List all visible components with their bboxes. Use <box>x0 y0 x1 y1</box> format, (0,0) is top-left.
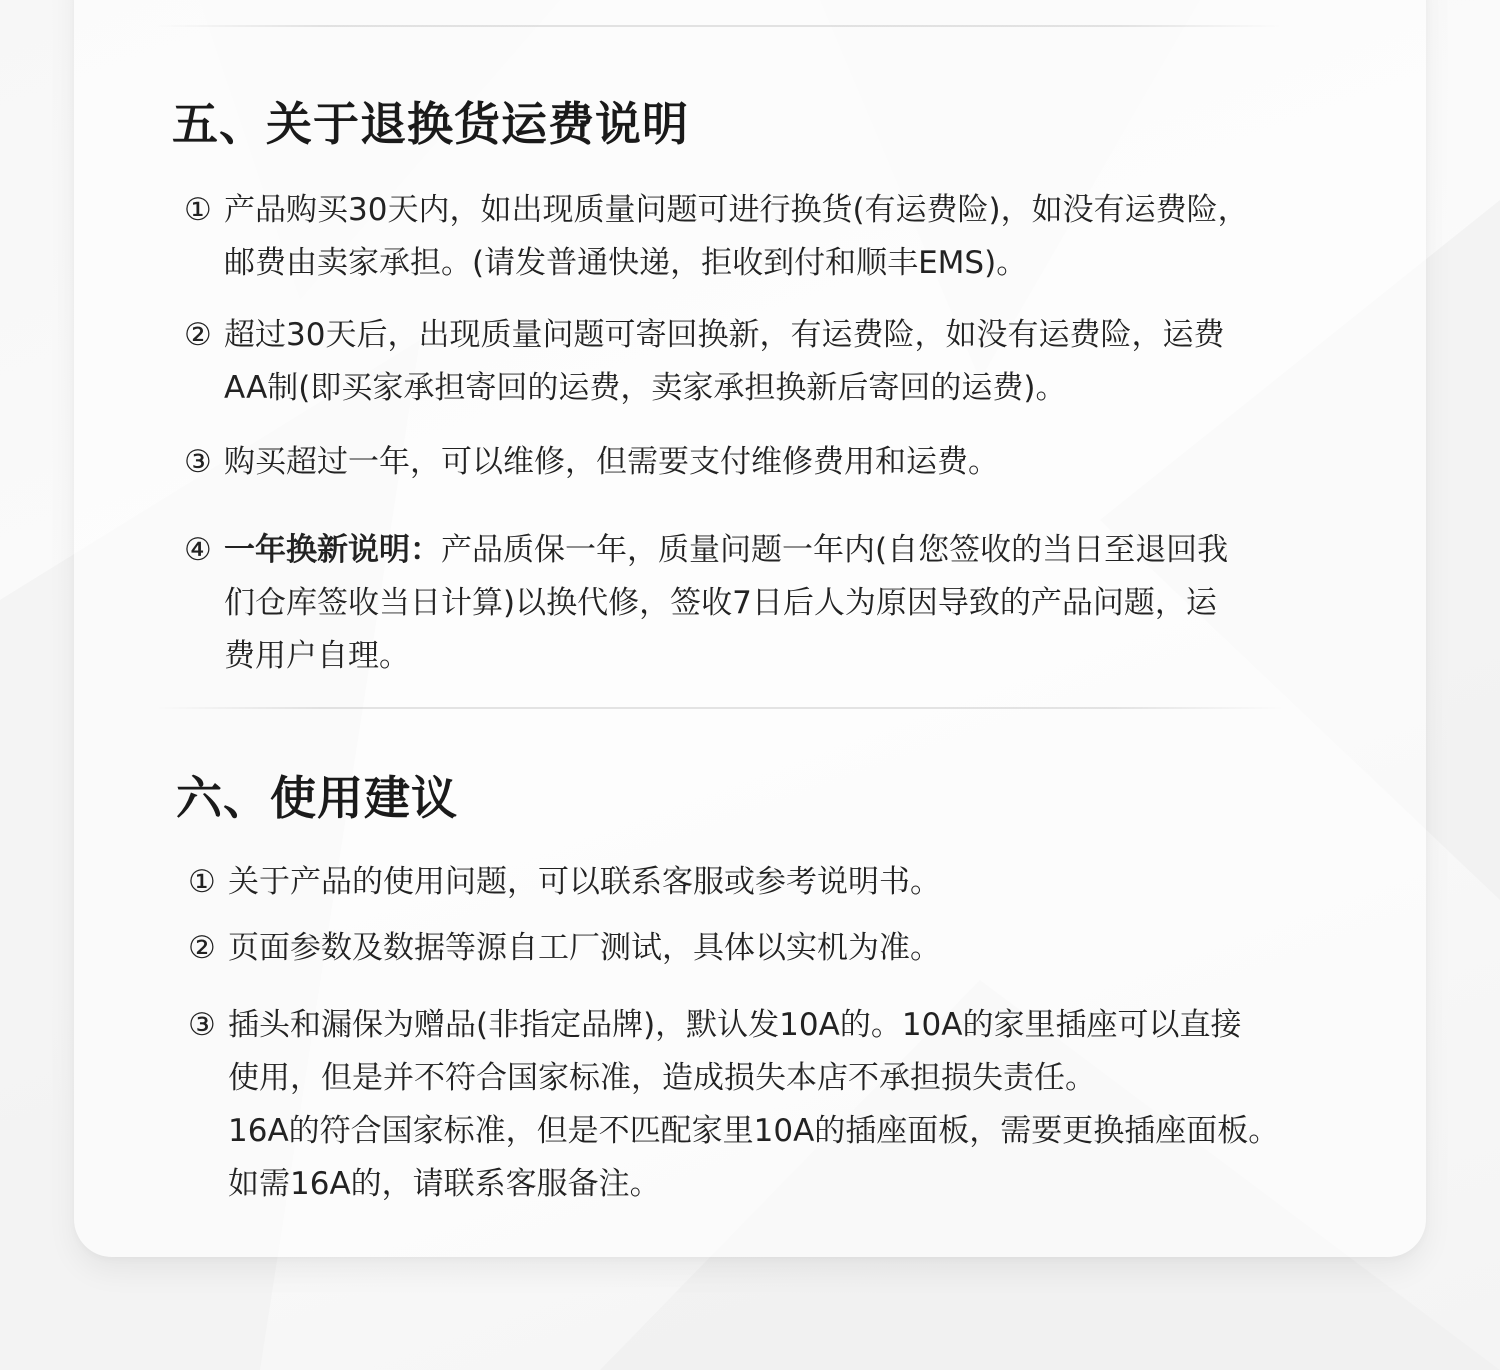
usage-item-3 <box>188 999 1328 1211</box>
item-number: ② <box>184 317 212 353</box>
item-text-line: 插头和漏保为赠品(非指定品牌)，默认发10A的。10A的家里插座可以直接 <box>228 1007 1242 1043</box>
item-number: ③ <box>184 444 212 480</box>
item-text-line: 们仓库签收当日计算)以换代修，签收7日后人为原因导致的产品问题，运 <box>224 585 1217 621</box>
item-text-line: 页面参数及数据等源自工厂测试，具体以实机为准。 <box>228 930 941 966</box>
item-text-line: AA制(即买家承担寄回的运费，卖家承担换新后寄回的运费)。 <box>224 370 1067 406</box>
shipping-item-4 <box>184 524 1324 683</box>
usage-item-2 <box>188 922 1328 975</box>
item-number: ① <box>188 864 216 900</box>
item-text-line: 产品购买30天内，如出现质量问题可进行换货(有运费险)，如没有运费险， <box>224 192 1249 228</box>
shipping-item-1 <box>184 184 1324 290</box>
usage-item-1 <box>188 856 1328 909</box>
item-number: ① <box>184 192 212 228</box>
item-text-segment: 产品质保一年，质量问题一年内(自您签收的当日至退回我 <box>441 532 1229 568</box>
item-number: ③ <box>188 1007 216 1043</box>
item-text-line: 如需16A的，请联系客服备注。 <box>228 1166 661 1202</box>
item-text-line: 使用，但是并不符合国家标准，造成损失本店不承担损失责任。 <box>228 1060 1096 1096</box>
item-text-line: 费用户自理。 <box>224 638 410 674</box>
item-text-line <box>184 524 1324 577</box>
item-number: ④ <box>184 532 212 568</box>
section-divider <box>155 707 1285 709</box>
top-divider <box>155 25 1285 27</box>
item-lead-label: 一年换新说明： <box>224 532 441 568</box>
shipping-item-3 <box>184 436 1324 489</box>
section-title-usage: 六、使用建议 <box>176 771 458 825</box>
section-title-shipping: 五、关于退换货运费说明 <box>172 97 689 151</box>
item-text-line: 16A的符合国家标准，但是不匹配家里10A的插座面板，需要更换插座面板。 <box>228 1113 1280 1149</box>
item-number: ② <box>188 930 216 966</box>
item-text-line: 关于产品的使用问题，可以联系客服或参考说明书。 <box>228 864 941 900</box>
item-text-line: 邮费由卖家承担。(请发普通快递，拒收到付和顺丰EMS)。 <box>224 245 1028 281</box>
shipping-item-2 <box>184 309 1324 415</box>
item-text-line: 超过30天后，出现质量问题可寄回换新，有运费险，如没有运费险，运费 <box>224 317 1225 353</box>
item-text-line: 购买超过一年，可以维修，但需要支付维修费用和运费。 <box>224 444 999 480</box>
